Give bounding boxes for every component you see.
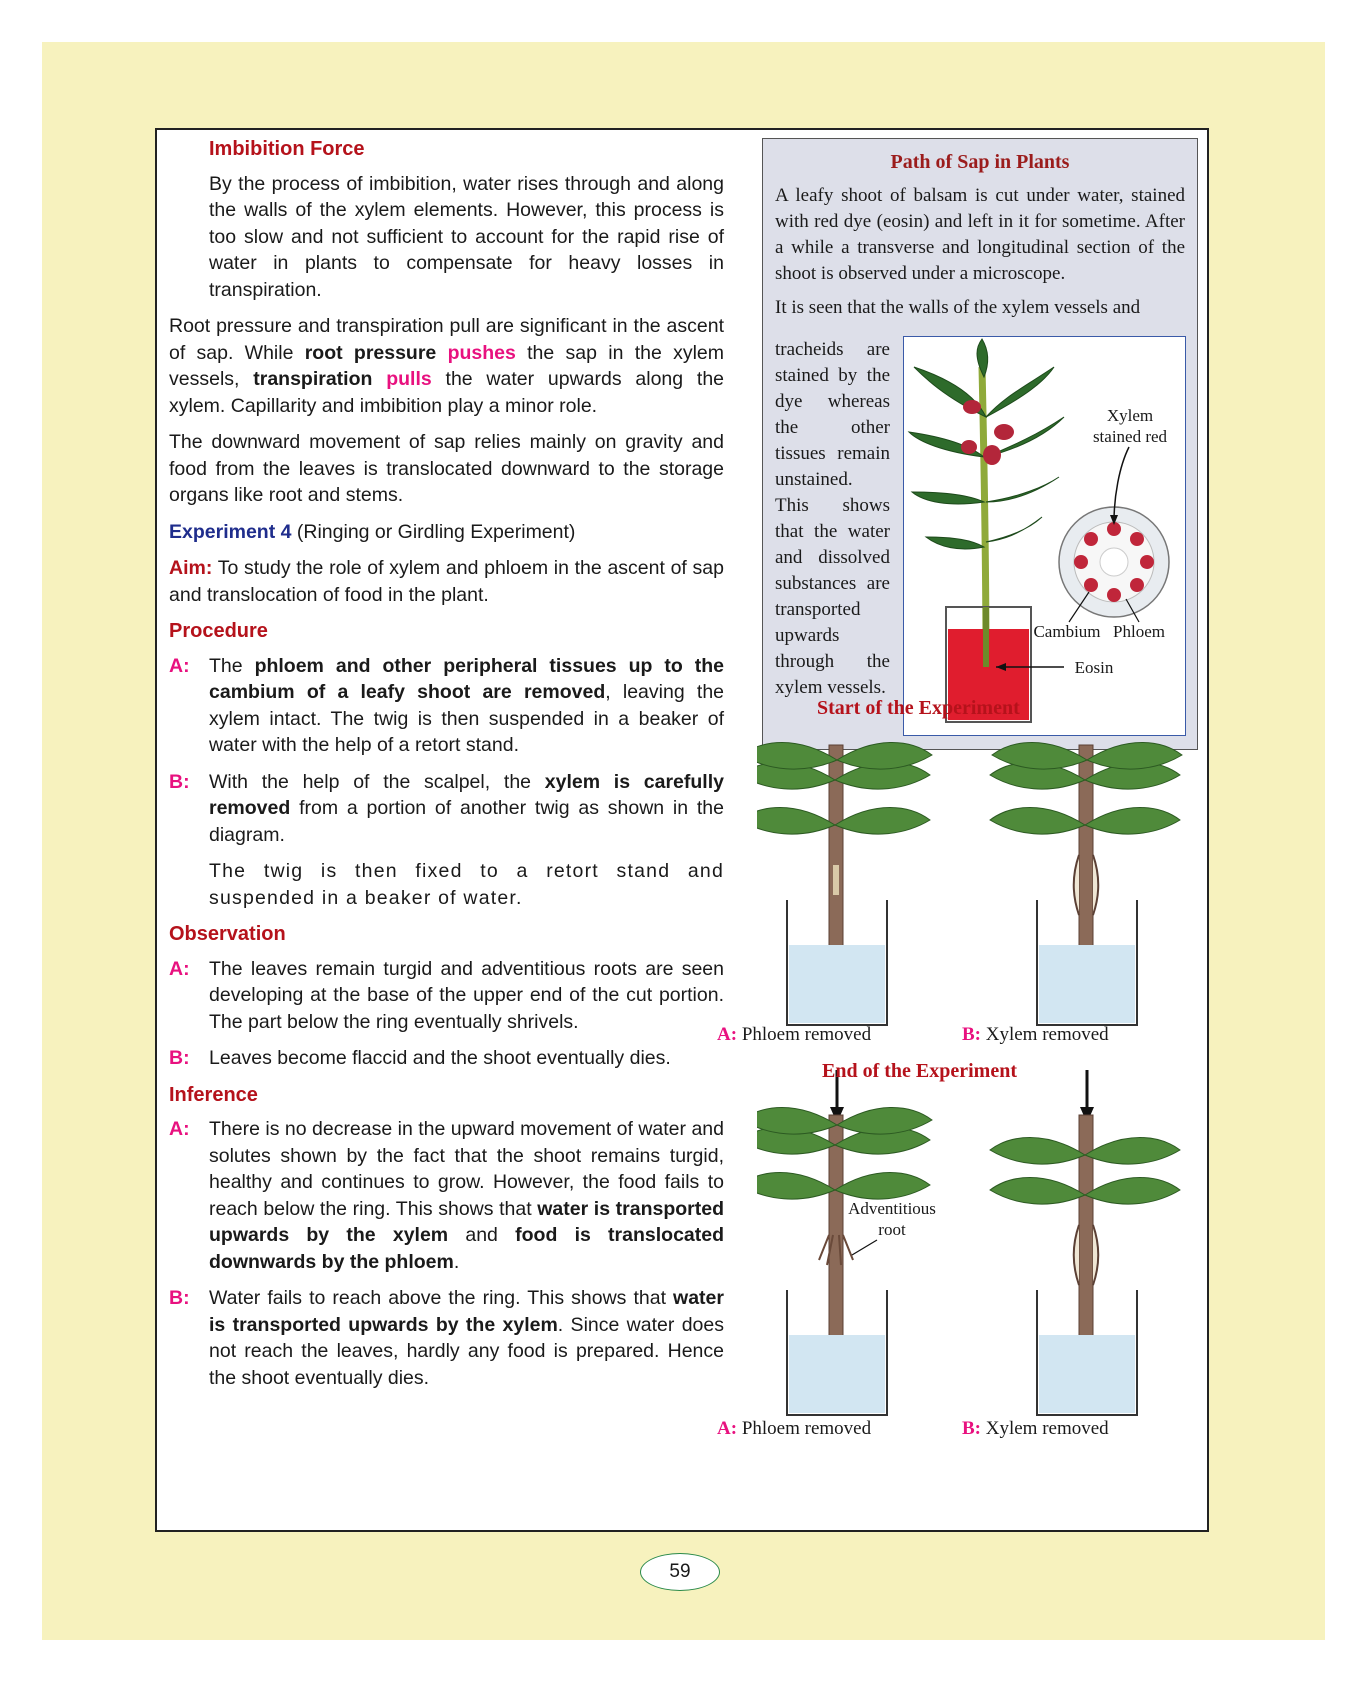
observation-item-a — [169, 956, 724, 1036]
inf-b-text-1: Water fails to reach above the ring. This shows that — [209, 1287, 674, 1309]
label-phloem: Phloem — [1113, 622, 1165, 641]
inference-item-a — [169, 1116, 724, 1275]
inf-a-text-1: There is no decrease in the upward movement of water and solutes shown by the fact that the shoot remains turgid, healthy and continues to grow. However, the food fails to reach below the ring. This shows that — [209, 1118, 724, 1220]
proc-b-text-1: With the help of the scalpel, the — [209, 770, 545, 793]
inference-b-marker: B: — [169, 1287, 190, 1309]
balsam-illustration — [904, 337, 1187, 737]
rp-text-2: the sap in the xylem vessels, — [169, 341, 725, 390]
start-cap-b-marker: B: — [962, 1024, 981, 1045]
experiment-illustrations — [757, 725, 1197, 1515]
path-of-sap-box — [762, 138, 1198, 750]
procedure-item-b — [169, 769, 724, 849]
rp-pushes: pushes — [447, 341, 516, 364]
observation-heading: Observation — [169, 923, 286, 945]
aim-paragraph — [169, 555, 724, 608]
label-xylem-text: Xylem — [1106, 406, 1154, 425]
inference-a-marker: A: — [169, 1118, 190, 1140]
end-cap-a-marker: A: — [717, 1418, 738, 1439]
end-a-plant — [757, 1108, 932, 1416]
label-eosin: Eosin — [1074, 658, 1114, 677]
start-title: Start of the Experiment — [817, 697, 1020, 719]
start-a-plant — [757, 743, 932, 1026]
info-title: Path of Sap in Plants — [890, 151, 1070, 173]
rp-text-3: the water upwards along the xylem. Capillarity and imbibition play a minor role. — [169, 368, 725, 417]
imbibition-text: By the process of imbibition, water rises through and along the walls of the xylem elements. However, this process is too slow and not sufficient to account for the rapid rise of water in plants to compensate for heavy losses in transpiration. — [209, 172, 724, 301]
observation-b-text: Leaves become flaccid and the shoot eventually dies. — [209, 1047, 671, 1069]
content-frame — [155, 128, 1209, 1532]
root-text: root — [878, 1220, 906, 1239]
inf-a-bold-2: food is translocated downwards by the phloem — [209, 1224, 725, 1273]
proc-b-bold: xylem is carefully removed — [209, 770, 724, 819]
adventitious-label — [837, 1198, 947, 1240]
rp-transpiration: transpiration — [253, 368, 373, 390]
proc-b-text-2: from a portion of another twig as shown in the diagram. — [209, 797, 724, 846]
info-narrow-text: tracheids are stained by the dye whereas the other tissues remain unstained. This shows that the water and dissolved substances are transported upwards through the xylem vessels. — [775, 339, 890, 698]
inf-a-bold-1: water is transported upwards by the xylem — [209, 1197, 724, 1246]
end-title: End of the Experiment — [822, 1060, 1017, 1082]
start-b-plant — [990, 743, 1182, 1026]
end-cap-b-text: Xylem removed — [981, 1418, 1109, 1439]
inf-b-bold: water is transported upwards by the xylem — [209, 1287, 724, 1336]
procedure-heading: Procedure — [169, 620, 268, 642]
procedure-b-marker: B: — [169, 770, 190, 793]
experiment-subtitle: (Ringing or Girdling Experiment) — [291, 520, 576, 543]
inf-a-text-2: and — [448, 1224, 516, 1246]
start-cap-a-text: Phloem removed — [737, 1024, 872, 1045]
procedure-item-a — [169, 653, 724, 759]
proc-a-bold: phloem and other peripheral tissues up to the cambium of a leafy shoot are removed — [209, 654, 724, 703]
inf-a-text-3: . — [453, 1250, 460, 1273]
rp-pulls: pulls — [386, 368, 432, 390]
observation-b-marker: B: — [169, 1047, 190, 1069]
aim-label: Aim: — [169, 557, 213, 579]
rp-text-1: Root pressure and transpiration pull are significant in the ascent of sap. While — [169, 315, 724, 364]
start-cap-b-text: Xylem removed — [981, 1024, 1109, 1045]
proc-a-text-1: The — [209, 654, 255, 677]
left-column — [169, 136, 724, 1401]
downward-paragraph: The downward movement of sap relies mainly on gravity and food from the leaves is translocated downward to the storage organs like root and stems. — [169, 431, 724, 506]
start-cap-a-marker: A: — [717, 1024, 738, 1045]
aim-text: To study the role of xylem and phloem in the ascent of sap and translocation of food in the plant. — [169, 557, 724, 606]
end-caption-b — [962, 1418, 1109, 1440]
inference-item-b — [169, 1285, 724, 1391]
info-body — [763, 183, 1197, 321]
info-para-1: A leafy shoot of balsam is cut under water, stained with red dye (eosin) and left in it for sometime. After a while a transverse and longitudinal section of the shoot is observed under a microscope. — [775, 185, 1185, 284]
observation-a-marker: A: — [169, 957, 190, 980]
page-number: 59 — [640, 1553, 720, 1591]
end-cap-b-marker: B: — [962, 1418, 981, 1439]
label-cambium: Cambium — [1033, 622, 1101, 641]
proc-a-text-2: , leaving the xylem intact. The twig is then suspended in a beaker of water with the help of a retort stand. — [209, 681, 725, 756]
root-pressure-paragraph — [169, 313, 724, 419]
observation-a-text: The leaves remain turgid and adventitious roots are seen developing at the base of the upper end of the cut portion. The part below the ring eventually shrivels. — [209, 957, 724, 1033]
experiment-heading — [169, 519, 724, 546]
rp-root-pressure: root pressure — [304, 341, 437, 364]
inference-heading: Inference — [169, 1083, 258, 1106]
procedure-a-marker: A: — [169, 654, 190, 677]
info-para-2: It is seen that the walls of the xylem vessels and — [775, 297, 1141, 318]
adventitious-text: Adventitious — [848, 1199, 936, 1218]
start-caption-a — [717, 1024, 871, 1046]
inf-b-text-2: . Since water does not reach the leaves, hardly any food is prepared. Hence the shoot eventually dies. — [209, 1313, 724, 1389]
label-stained-text: stained red — [1092, 427, 1168, 446]
balsam-diagram — [903, 336, 1186, 736]
end-cap-a-text: Phloem removed — [737, 1418, 872, 1439]
procedure-b-extra: The twig is then fixed to a retort stand and suspended in a beaker of water. — [209, 860, 724, 909]
end-caption-a — [717, 1418, 871, 1440]
imbibition-heading: Imbibition Force — [209, 138, 365, 160]
end-b-plant — [990, 1115, 1180, 1415]
label-xylem — [1080, 405, 1180, 447]
start-caption-b — [962, 1024, 1109, 1046]
experiment-label: Experiment 4 — [169, 520, 292, 543]
observation-item-b — [169, 1045, 724, 1072]
